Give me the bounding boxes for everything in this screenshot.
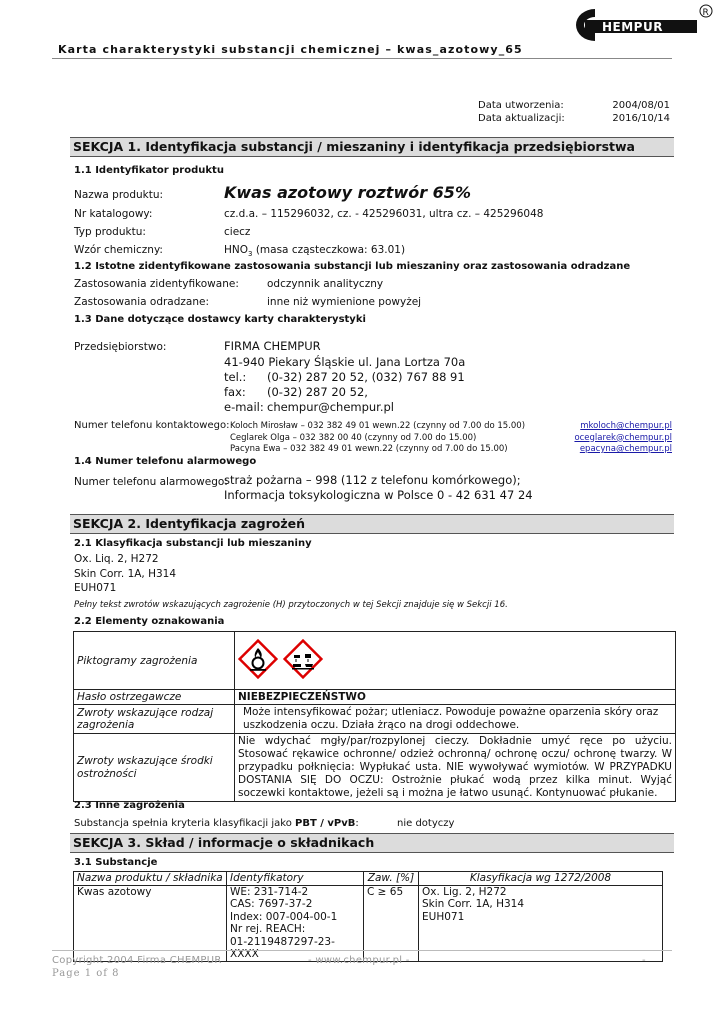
hazard-row — [74, 705, 676, 734]
svg-text:R: R — [702, 8, 709, 18]
footer-page: Page 1 of 8 — [52, 968, 120, 979]
contact-2: Ceglarek Olga – 032 382 00 40 (czynny od 7.00 do 15.00) — [230, 432, 477, 443]
s23-title: 2.3 Inne zagrożenia — [74, 800, 185, 811]
id-line: WE: 231-714-2 — [230, 885, 309, 898]
contact-email-2[interactable]: oceglarek@chempur.pl — [574, 432, 672, 443]
s12-title: 1.2 Istotne zidentyfikowane zastosowania substancji lub mieszaniny oraz zastosowania odradzane — [74, 261, 631, 272]
classification-item: EUH071 — [74, 582, 117, 594]
contact-emails — [540, 421, 672, 456]
section2-heading: SEKCJA 2. Identyfikacja zagrożeń — [70, 514, 674, 534]
section3-heading: SEKCJA 3. Skład / informacje o składnikach — [70, 833, 674, 853]
fax-value: (0-32) 287 20 52, — [267, 385, 368, 399]
contact-email-3[interactable]: epacyna@chempur.pl — [579, 444, 672, 454]
signal-value: NIEBEZPIECZEŃSTWO — [235, 690, 676, 705]
signal-word-row — [74, 690, 676, 705]
s14-title: 1.4 Numer telefonu alarmowego — [74, 456, 257, 467]
created-value: 2004/08/01 — [612, 100, 670, 111]
type-label: Typ produktu: — [74, 226, 146, 238]
formula-mass: (masa cząsteczkowa: 63.01) — [252, 244, 406, 256]
pictograms-label: Piktogramy zagrożenia — [74, 632, 235, 690]
precaution-value: Nie wdychać mgły/par/rozpylonej cieczy. Dokładnie umyć ręce po użyciu. Stosować rękawice ochronne/ odzież ochronną/ ochronę oczu/ ochronę twarzy. W przypadku połknięcia: Wypłukać usta. NIE wywoływać wymiotów. W PRZYPADKU DOSTANIA SIĘ DO OCZU: Ostrożnie płukać wodą przez kilka minut. Wyjąć soczewki kontaktowe, jeżeli są i można je łatwo usunąć. Kontynuować płukanie. — [235, 734, 676, 802]
updated-label: Data aktualizacji: — [478, 113, 565, 124]
precaution-label: Zwroty wskazujące środki ostrożności — [74, 734, 235, 802]
company-name: FIRMA CHEMPUR — [224, 339, 321, 353]
emergency-label: Numer telefonu alarmowego: — [74, 476, 228, 488]
document-title: Karta charakterystyki substancji chemicznej – kwas_azotowy_65 — [58, 43, 523, 56]
corrosion-icon — [283, 639, 323, 679]
col-content-header: Zaw. [%] — [364, 872, 419, 886]
composition-table — [73, 871, 663, 962]
s31-title: 3.1 Substancje — [74, 857, 158, 868]
uses-label: Zastosowania zidentyfikowane: — [74, 278, 239, 290]
header-divider — [52, 58, 672, 59]
chempur-logo — [555, 3, 715, 47]
col-class-header: Klasyfikacja wg 1272/2008 — [419, 872, 663, 886]
formula-subscript: 3 — [248, 250, 253, 259]
hazard-value: Może intensyfikować pożar; utleniacz. Powoduje poważne oparzenia skóry oraz uszkodzenia oczu. Działa żrąco na drogi oddechowe. — [235, 705, 676, 734]
id-line: 01-2119487297-23-XXXX — [230, 935, 335, 960]
id-line: Index: 007-004-00-1 — [230, 910, 338, 923]
created-label: Data utworzenia: — [478, 100, 564, 111]
unadvised-label: Zastosowania odradzane: — [74, 296, 210, 308]
tel-value: (0-32) 287 20 52, (032) 767 88 91 — [267, 370, 465, 384]
contact-3: Pacyna Ewa – 032 382 49 01 wewn.22 (czynny od 7.00 do 15.00) — [230, 444, 508, 454]
s11-title: 1.1 Identyfikator produktu — [74, 165, 224, 176]
composition-header-row — [74, 872, 663, 886]
pbt-suffix: : — [355, 818, 359, 829]
pbt-statement — [74, 818, 359, 829]
h-phrases-note: Pełny tekst zwrotów wskazujących zagrożenie (H) przytoczonych w tej Sekcji znajduje się w Sekcji 16. — [74, 600, 508, 610]
company-address: 41-940 Piekary Śląskie ul. Jana Lortza 70a — [224, 355, 466, 369]
class-line: Ox. Lig. 2, H272 — [422, 885, 507, 898]
formula-label: Wzór chemiczny: — [74, 244, 163, 256]
company-label: Przedsiębiorstwo: — [74, 341, 167, 353]
footer-dash: - — [642, 955, 646, 966]
dates-block — [478, 99, 670, 125]
pbt-bold: PBT / vPvB — [295, 818, 356, 829]
pbt-value: nie dotyczy — [397, 818, 455, 829]
classification-item: Ox. Liq. 2, H272 — [74, 553, 159, 565]
updated-value: 2016/10/14 — [612, 113, 670, 124]
emergency-block — [224, 473, 533, 503]
emergency-line2: Informacja toksykologiczna w Polsce 0 - 42 631 47 24 — [224, 488, 533, 502]
s13-title: 1.3 Dane dotyczące dostawcy karty charakterystyki — [74, 314, 366, 325]
uses-value: odczynnik analityczny — [267, 278, 384, 290]
catalog-label: Nr katalogowy: — [74, 208, 153, 220]
id-line: Nr rej. REACH: — [230, 923, 306, 935]
id-line: CAS: 7697-37-2 — [230, 898, 313, 910]
classification-list — [74, 552, 176, 596]
precaution-row — [74, 734, 676, 802]
contact-1: Koloch Mirosław – 032 382 49 01 wewn.22 (czynny od 7.00 do 15.00) — [230, 421, 526, 431]
section1-heading: SEKCJA 1. Identyfikacja substancji / mieszaniny i identyfikacja przedsiębiorstwa — [70, 137, 674, 157]
footer-copyright: Copyright 2004 Firma CHEMPUR — [52, 955, 222, 966]
s21-title: 2.1 Klasyfikacja substancji lub mieszaniny — [74, 538, 312, 549]
catalog-value: cz.d.a. – 115296032, cz. - 425296031, ultra cz. – 425296048 — [224, 208, 544, 220]
pictograms-cell — [235, 632, 676, 690]
formula-main: HNO — [224, 244, 249, 256]
product-name-label: Nazwa produktu: — [74, 189, 164, 201]
footer-website: - www.chempur.pl - — [308, 955, 410, 966]
labelling-table — [73, 631, 676, 802]
company-block — [224, 339, 465, 415]
s22-title: 2.2 Elementy oznakowania — [74, 616, 225, 627]
col-name-header: Nazwa produktu / składnika — [74, 872, 227, 886]
fax-label: fax: — [224, 385, 246, 399]
product-name: Kwas azotowy roztwór 65% — [224, 183, 471, 202]
svg-text:HEMPUR: HEMPUR — [602, 20, 663, 34]
email-value: chempur@chempur.pl — [267, 400, 395, 414]
formula-value — [224, 244, 405, 258]
type-value: ciecz — [224, 226, 251, 238]
col-ids-header: Identyfikatory — [227, 872, 364, 886]
hazard-label: Zwroty wskazujące rodzaj zagrożenia — [74, 705, 235, 734]
emergency-line1: straż pożarna – 998 (112 z telefonu komórkowego); — [224, 473, 521, 487]
pictograms-row — [74, 632, 676, 690]
unadvised-value: inne niż wymienione powyżej — [267, 296, 422, 308]
component-name: Kwas azotowy — [74, 885, 227, 961]
contact-label: Numer telefonu kontaktowego: — [74, 420, 230, 431]
email-label: e-mail: — [224, 400, 264, 414]
tel-label: tel.: — [224, 370, 247, 384]
contact-list — [230, 421, 525, 456]
classification-item: Skin Corr. 1A, H314 — [74, 567, 177, 580]
contact-email-1[interactable]: mkoloch@chempur.pl — [580, 421, 672, 431]
signal-label: Hasło ostrzegawcze — [74, 690, 235, 705]
class-line: EUH071 — [422, 910, 465, 923]
component-content: C ≥ 65 — [364, 885, 419, 961]
class-line: Skin Corr. 1A, H314 — [422, 898, 525, 910]
footer-divider — [52, 950, 672, 951]
flame-over-circle-icon — [238, 639, 278, 679]
pbt-prefix: Substancja spełnia kryteria klasyfikacji jako — [74, 818, 296, 829]
